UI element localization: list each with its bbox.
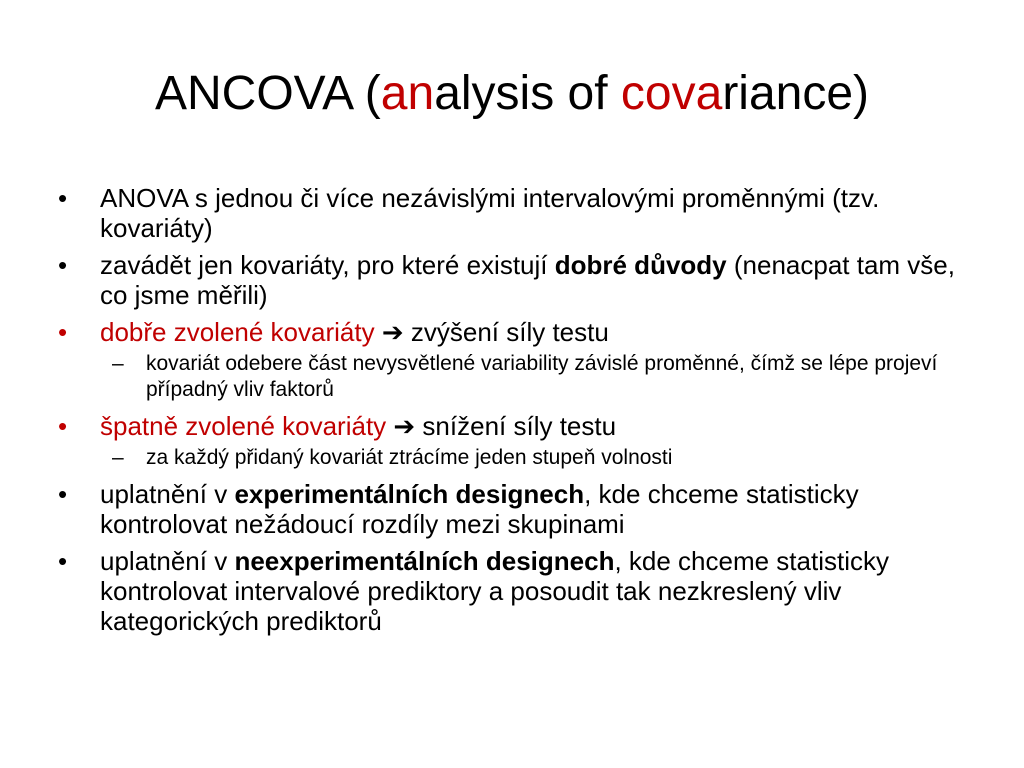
slide-title <box>0 64 1024 124</box>
bullet-text-red: dobře zvolené kovariáty <box>100 317 375 347</box>
bullet-item-3 <box>56 317 976 347</box>
bullet-item-4 <box>56 411 976 441</box>
bullet-text-after: , kde chceme statisticky kontrolovat intervalové prediktory a posoudit tak nezkreslený vliv kategorických prediktorů <box>100 546 889 636</box>
sub-item-1 <box>56 351 976 403</box>
sub-item-2 <box>56 445 976 471</box>
bullet-icon: • <box>58 317 68 347</box>
sub-text: kovariát odebere část nevysvětlené variability závislé proměnné, čímž se lépe projeví případný vliv faktorů <box>146 352 938 401</box>
sub-text: za každý přidaný kovariát ztrácíme jeden stupeň volnosti <box>146 446 673 469</box>
bullet-text-before: uplatnění v <box>100 546 235 576</box>
bullet-text-bold: neexperimentálních designech <box>234 546 615 576</box>
bullet-text-after: (nenacpat tam vše, co jsme měřili) <box>100 250 955 310</box>
bullet-icon: • <box>58 250 68 280</box>
bullet-text: ANOVA s jednou či více nezávislými intervalovými proměnnými (tzv. kovariáty) <box>100 183 880 243</box>
arrow-right-icon: ➔ <box>381 317 404 347</box>
bullet-text-bold: experimentálních designech <box>234 479 585 509</box>
bullet-icon: • <box>58 411 68 441</box>
bullet-icon: • <box>58 546 68 576</box>
bullet-item-5 <box>56 479 976 539</box>
bullet-text-after: zvýšení síly testu <box>403 317 609 347</box>
arrow-right-icon: ➔ <box>393 411 416 441</box>
bullet-icon: • <box>58 183 68 213</box>
title-alysis: alysis of <box>434 67 621 120</box>
bullet-text-before: uplatnění v <box>100 479 235 509</box>
title-cova-highlight: cova <box>620 67 723 120</box>
title-riance: riance) <box>722 67 870 120</box>
dash-icon: – <box>112 446 124 469</box>
bullet-item-2 <box>56 250 976 310</box>
title-prefix: ANCOVA ( <box>154 67 381 120</box>
bullet-text-red: špatně zvolené kovariáty <box>100 411 387 441</box>
bullet-icon: • <box>58 479 68 509</box>
bullet-item-6 <box>56 546 976 636</box>
bullet-list <box>56 183 976 643</box>
bullet-text-bold: dobré důvody <box>554 250 727 280</box>
bullet-text-before: zavádět jen kovariáty, pro které existují <box>100 250 555 280</box>
title-an-highlight: an <box>380 67 435 120</box>
bullet-text-after: snížení síly testu <box>415 411 617 441</box>
dash-icon: – <box>112 352 124 375</box>
bullet-item-1 <box>56 183 976 243</box>
bullet-text-after: , kde chceme statisticky kontrolovat nežádoucí rozdíly mezi skupinami <box>100 479 859 539</box>
